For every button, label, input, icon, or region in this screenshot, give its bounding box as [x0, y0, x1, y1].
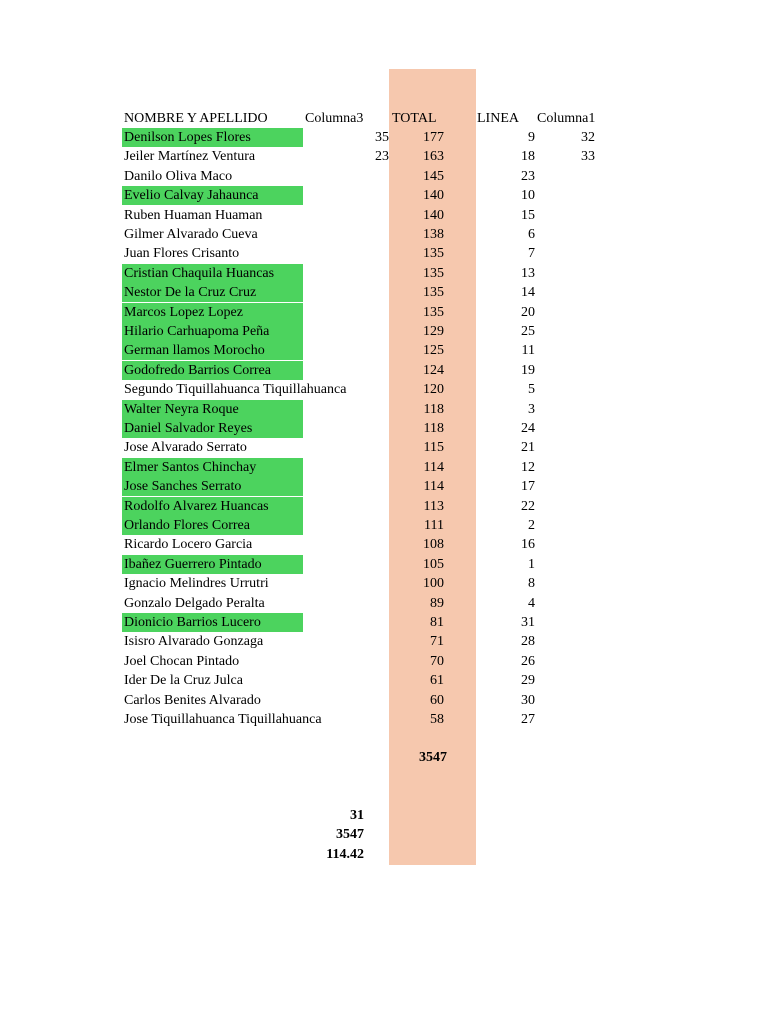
row-linea: 24 — [521, 421, 535, 436]
row-linea: 27 — [521, 712, 535, 727]
row-linea: 9 — [528, 130, 535, 145]
row-name: Hilario Carhuapoma Peña — [122, 322, 303, 341]
row-linea: 4 — [528, 596, 535, 611]
row-name: Segundo Tiquillahuanca Tiquillahuanca — [124, 382, 347, 397]
row-name: Cristian Chaquila Huancas — [122, 264, 303, 283]
row-name: German llamos Morocho — [122, 341, 303, 360]
row-name: Danilo Oliva Maco — [124, 169, 233, 184]
row-linea: 13 — [521, 266, 535, 281]
row-linea: 1 — [528, 557, 535, 572]
row-name: Carlos Benites Alvarado — [124, 693, 261, 708]
row-name: Dionicio Barrios Lucero — [122, 613, 303, 632]
row-name: Daniel Salvador Reyes — [122, 419, 303, 438]
row-columna1: 33 — [581, 149, 595, 164]
row-total: 177 — [423, 130, 444, 145]
row-total: 118 — [423, 402, 444, 417]
row-linea: 22 — [521, 499, 535, 514]
row-name: Jeiler Martínez Ventura — [124, 149, 256, 164]
row-total: 100 — [423, 576, 444, 591]
row-name: Walter Neyra Roque — [122, 400, 303, 419]
row-name: Juan Flores Crisanto — [124, 246, 240, 261]
row-total: 124 — [423, 363, 444, 378]
row-linea: 31 — [521, 615, 535, 630]
row-linea: 17 — [521, 479, 535, 494]
row-total: 89 — [430, 596, 444, 611]
row-linea: 11 — [521, 343, 535, 358]
row-name: Jose Sanches Serrato — [122, 477, 303, 496]
row-linea: 8 — [528, 576, 535, 591]
row-name: Evelio Calvay Jahaunca — [122, 186, 303, 205]
row-total: 111 — [424, 518, 444, 533]
row-linea: 12 — [521, 460, 535, 475]
row-total: 138 — [423, 227, 444, 242]
row-linea: 16 — [521, 537, 535, 552]
row-linea: 25 — [521, 324, 535, 339]
row-name: Godofredo Barrios Correa — [122, 361, 303, 380]
row-linea: 19 — [521, 363, 535, 378]
row-total: 140 — [423, 208, 444, 223]
row-linea: 6 — [528, 227, 535, 242]
summary-count: 31 — [350, 808, 364, 823]
row-name: Ignacio Melindres Urrutri — [124, 576, 269, 591]
row-linea: 15 — [521, 208, 535, 223]
header-columna3: Columna3 — [305, 111, 364, 126]
row-linea: 18 — [521, 149, 535, 164]
row-name: Ruben Huaman Huaman — [124, 208, 263, 223]
row-linea: 21 — [521, 440, 535, 455]
row-name: Joel Chocan Pintado — [124, 654, 240, 669]
grand-total: 3547 — [419, 750, 447, 765]
row-total: 114 — [423, 479, 444, 494]
row-linea: 14 — [521, 285, 535, 300]
row-total: 113 — [423, 499, 444, 514]
row-total: 70 — [430, 654, 444, 669]
row-name: Ider De la Cruz Julca — [124, 673, 243, 688]
row-linea: 30 — [521, 693, 535, 708]
header-nombre-y-apellido: NOMBRE Y APELLIDO — [124, 111, 268, 126]
row-name: Elmer Santos Chinchay — [122, 458, 303, 477]
row-total: 114 — [423, 460, 444, 475]
row-name: Marcos Lopez Lopez — [122, 303, 303, 322]
row-linea: 7 — [528, 246, 535, 261]
row-columna1: 32 — [581, 130, 595, 145]
row-total: 145 — [423, 169, 444, 184]
row-total: 135 — [423, 285, 444, 300]
row-total: 135 — [423, 305, 444, 320]
row-total: 163 — [423, 149, 444, 164]
row-total: 105 — [423, 557, 444, 572]
row-name: Nestor De la Cruz Cruz — [122, 283, 303, 302]
row-linea: 10 — [521, 188, 535, 203]
row-linea: 20 — [521, 305, 535, 320]
row-total: 58 — [430, 712, 444, 727]
row-columna3: 23 — [375, 149, 389, 164]
row-total: 129 — [423, 324, 444, 339]
row-total: 135 — [423, 246, 444, 261]
header-linea: LINEA — [477, 111, 519, 126]
row-total: 125 — [423, 343, 444, 358]
row-name: Rodolfo Alvarez Huancas — [122, 497, 303, 516]
row-total: 81 — [430, 615, 444, 630]
row-total: 108 — [423, 537, 444, 552]
row-name: Gonzalo Delgado Peralta — [124, 596, 265, 611]
row-name: Jose Alvarado Serrato — [124, 440, 247, 455]
row-total: 61 — [430, 673, 444, 688]
row-total: 71 — [430, 634, 444, 649]
header-columna1: Columna1 — [537, 111, 596, 126]
row-linea: 29 — [521, 673, 535, 688]
row-total: 140 — [423, 188, 444, 203]
row-name: Ibañez Guerrero Pintado — [122, 555, 303, 574]
row-total: 120 — [423, 382, 444, 397]
row-columna3: 35 — [375, 130, 389, 145]
row-linea: 2 — [528, 518, 535, 533]
row-total: 115 — [423, 440, 444, 455]
row-name: Ricardo Locero Garcia — [124, 537, 253, 552]
row-name: Orlando Flores Correa — [122, 516, 303, 535]
row-name: Jose Tiquillahuanca Tiquillahuanca — [124, 712, 322, 727]
row-linea: 3 — [528, 402, 535, 417]
row-linea: 26 — [521, 654, 535, 669]
summary-sum: 3547 — [336, 827, 364, 842]
row-name: Isisro Alvarado Gonzaga — [124, 634, 264, 649]
header-total: TOTAL — [392, 111, 437, 126]
row-linea: 5 — [528, 382, 535, 397]
row-name: Gilmer Alvarado Cueva — [124, 227, 258, 242]
row-linea: 23 — [521, 169, 535, 184]
summary-average: 114.42 — [326, 847, 364, 862]
row-total: 60 — [430, 693, 444, 708]
row-total: 118 — [423, 421, 444, 436]
row-name: Denilson Lopes Flores — [122, 128, 303, 147]
row-total: 135 — [423, 266, 444, 281]
row-linea: 28 — [521, 634, 535, 649]
